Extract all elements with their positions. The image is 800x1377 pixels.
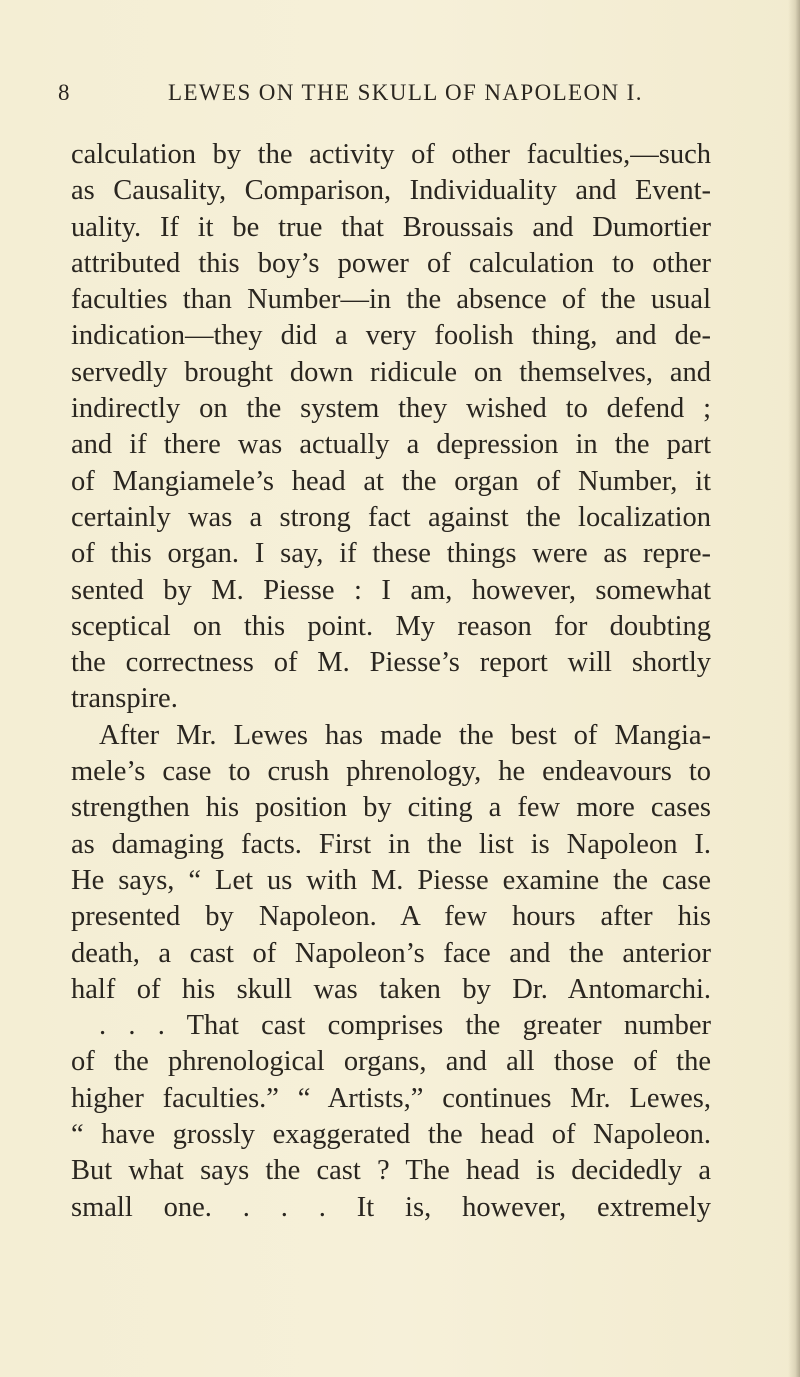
text-line: “ have grossly exaggerated the head of Napoleon. bbox=[71, 1119, 711, 1151]
text-line: faculties than Number—in the absence of the usual bbox=[71, 284, 711, 316]
text-line: sented by M. Piesse : I am, however, somewhat bbox=[71, 574, 711, 606]
text-line: calculation by the activity of other faculties,—such bbox=[71, 139, 711, 170]
body-text bbox=[71, 137, 711, 1226]
text-line: small one. . . . It is, however, extremely bbox=[71, 1191, 711, 1223]
text-line: transpire. bbox=[71, 683, 178, 715]
text-line: indirectly on the system they wished to defend ; bbox=[71, 393, 711, 425]
text-line: mele’s case to crush phrenology, he endeavours to bbox=[71, 756, 711, 788]
text-line: strengthen his position by citing a few more cases bbox=[71, 792, 711, 824]
page-number: 8 bbox=[58, 80, 71, 105]
text-line: as damaging facts. First in the list is Napoleon I. bbox=[71, 828, 711, 860]
text-line: the correctness of M. Piesse’s report will shortly bbox=[71, 647, 711, 679]
text-line: of this organ. I say, if these things were as repre- bbox=[71, 538, 711, 570]
text-line: death, a cast of Napoleon’s face and the anterior bbox=[71, 937, 711, 969]
running-header bbox=[58, 80, 658, 106]
text-line: But what says the cast ? The head is decidedly a bbox=[71, 1155, 711, 1187]
running-title: LEWES ON THE SKULL OF NAPOLEON I. bbox=[168, 80, 643, 105]
text-line: indication—they did a very foolish thing, and de- bbox=[71, 320, 711, 352]
text-line: attributed this boy’s power of calculation to other bbox=[71, 247, 711, 279]
text-line: half of his skull was taken by Dr. Antomarchi. bbox=[71, 973, 711, 1005]
text-line: presented by Napoleon. A few hours after his bbox=[71, 901, 711, 933]
text-line: uality. If it be true that Broussais and Dumortier bbox=[71, 211, 711, 243]
text-line: certainly was a strong fact against the localization bbox=[71, 501, 711, 533]
text-line: sceptical on this point. My reason for doubting bbox=[71, 610, 711, 642]
page-edge-shadow bbox=[788, 0, 800, 1377]
text-line: of the phrenological organs, and all those of the bbox=[71, 1046, 711, 1078]
text-line: higher faculties.” “ Artists,” continues Mr. Lewes, bbox=[71, 1082, 711, 1114]
text-line: as Causality, Comparison, Individuality and Event- bbox=[71, 175, 711, 207]
text-line: . . . That cast comprises the greater number bbox=[99, 1010, 711, 1042]
text-line: servedly brought down ridicule on themselves, and bbox=[71, 356, 711, 388]
text-line: He says, “ Let us with M. Piesse examine the case bbox=[71, 864, 711, 896]
text-line: and if there was actually a depression in the part bbox=[71, 429, 711, 461]
text-line: of Mangiamele’s head at the organ of Number, it bbox=[71, 465, 711, 497]
paragraph-start-line: After Mr. Lewes has made the best of Mangia- bbox=[99, 719, 711, 751]
